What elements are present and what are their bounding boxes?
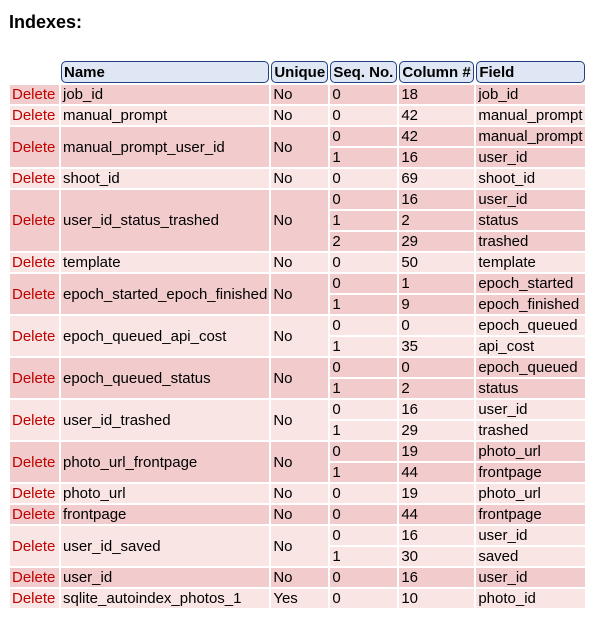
index-name: sqlite_autoindex_photos_1 [61, 589, 269, 608]
index-name: template [61, 253, 269, 272]
index-name: shoot_id [61, 169, 269, 188]
index-field: saved [476, 547, 584, 566]
delete-index-link[interactable]: Delete [10, 253, 59, 272]
index-column-number: 16 [399, 190, 474, 209]
index-row [10, 106, 585, 125]
index-name: frontpage [61, 505, 269, 524]
index-name: user_id_trashed [61, 400, 269, 440]
delete-index-link[interactable]: Delete [10, 400, 59, 440]
index-name: user_id_status_trashed [61, 190, 269, 251]
index-name: photo_url_frontpage [61, 442, 269, 482]
index-field: frontpage [476, 463, 584, 482]
index-column-number: 16 [399, 526, 474, 545]
index-seq-no: 0 [330, 106, 397, 125]
delete-index-link[interactable]: Delete [10, 358, 59, 398]
index-seq-no: 1 [330, 547, 397, 566]
index-unique: No [271, 85, 328, 104]
index-row [10, 358, 585, 377]
index-seq-no: 1 [330, 463, 397, 482]
index-seq-no: 1 [330, 379, 397, 398]
index-column-number: 44 [399, 463, 474, 482]
index-seq-no: 1 [330, 337, 397, 356]
delete-index-link[interactable]: Delete [10, 442, 59, 482]
index-column-number: 19 [399, 442, 474, 461]
index-column-number: 42 [399, 106, 474, 125]
index-field: user_id [476, 568, 584, 587]
index-field: photo_url [476, 442, 584, 461]
index-field: job_id [476, 85, 584, 104]
index-seq-no: 0 [330, 127, 397, 146]
page-heading: Indexes: [9, 12, 83, 32]
index-field: epoch_started [476, 274, 584, 293]
index-row [10, 169, 585, 188]
index-field: manual_prompt [478, 107, 583, 124]
index-seq-no: 0 [330, 253, 397, 272]
indexes-body [10, 85, 585, 608]
index-seq-no: 0 [330, 358, 397, 377]
index-field: user_id [476, 526, 584, 545]
index-row [10, 526, 585, 545]
index-unique: No [271, 190, 328, 251]
index-field: user_id [476, 400, 584, 419]
index-field: frontpage [476, 505, 584, 524]
header-unique: Unique [271, 61, 328, 83]
delete-index-link[interactable]: Delete [10, 190, 59, 251]
index-column-number: 16 [399, 400, 474, 419]
index-seq-no: 0 [330, 589, 397, 608]
index-unique: No [271, 253, 328, 272]
header-field: Field [476, 61, 584, 83]
delete-index-link[interactable]: Delete [10, 568, 59, 587]
index-column-number: 0 [399, 358, 474, 377]
index-unique: No [271, 505, 328, 524]
delete-index-link[interactable]: Delete [10, 484, 59, 503]
index-column-number: 69 [399, 169, 474, 188]
index-column-number: 29 [399, 232, 474, 251]
header-seq-no: Seq. No. [330, 61, 397, 83]
index-column-number: 29 [399, 421, 474, 440]
index-row [10, 316, 585, 335]
index-column-number: 42 [399, 127, 474, 146]
index-field: status [476, 379, 584, 398]
index-unique: No [271, 568, 328, 587]
index-field: manual_prompt [478, 128, 583, 145]
index-field: trashed [476, 421, 584, 440]
index-column-number: 2 [399, 379, 474, 398]
index-column-number: 50 [399, 253, 474, 272]
index-row [10, 253, 585, 272]
index-unique: No [271, 400, 328, 440]
index-seq-no: 0 [330, 85, 397, 104]
index-column-number: 1 [399, 274, 474, 293]
index-unique: No [271, 106, 328, 125]
delete-index-link[interactable]: Delete [10, 316, 59, 356]
index-seq-no: 1 [330, 295, 397, 314]
index-unique: No [271, 316, 328, 356]
index-unique: No [271, 358, 328, 398]
index-row [10, 274, 585, 293]
delete-index-link[interactable]: Delete [10, 526, 59, 566]
index-field: user_id [476, 148, 584, 167]
index-name: manual_prompt [61, 106, 269, 125]
index-column-number: 2 [399, 211, 474, 230]
index-name: photo_url [61, 484, 269, 503]
index-seq-no: 0 [330, 505, 397, 524]
index-field: photo_url [476, 484, 584, 503]
index-seq-no: 1 [330, 148, 397, 167]
header-name: Name [61, 61, 269, 83]
index-row [10, 568, 585, 587]
index-name: manual_prompt_user_id [61, 127, 269, 167]
index-unique: No [271, 274, 328, 314]
index-field: epoch_queued [476, 358, 584, 377]
header-row [10, 61, 585, 83]
index-field: template [476, 253, 584, 272]
index-field: api_cost [476, 337, 584, 356]
index-column-number: 30 [399, 547, 474, 566]
index-column-number: 35 [399, 337, 474, 356]
index-seq-no: 0 [330, 526, 397, 545]
index-seq-no: 0 [330, 316, 397, 335]
index-column-number: 10 [399, 589, 474, 608]
index-column-number: 19 [399, 484, 474, 503]
index-unique: Yes [271, 589, 328, 608]
index-field: photo_id [476, 589, 584, 608]
index-column-number: 44 [399, 505, 474, 524]
index-name: epoch_started_epoch_finished [61, 274, 269, 314]
index-column-number: 0 [399, 316, 474, 335]
delete-index-link[interactable]: Delete [10, 85, 59, 104]
index-unique: No [271, 526, 328, 566]
delete-index-link[interactable]: Delete [10, 127, 59, 167]
index-seq-no: 0 [330, 169, 397, 188]
delete-index-link[interactable]: Delete [10, 589, 59, 608]
index-name: job_id [61, 85, 269, 104]
delete-index-link[interactable]: Delete [10, 106, 59, 125]
index-seq-no: 2 [330, 232, 397, 251]
header-column-number: Column # [399, 61, 474, 83]
index-unique: No [271, 484, 328, 503]
index-row [10, 589, 585, 608]
index-unique: No [271, 169, 328, 188]
index-column-number: 16 [399, 568, 474, 587]
index-seq-no: 0 [330, 274, 397, 293]
index-name: epoch_queued_status [61, 358, 269, 398]
index-column-number: 18 [399, 85, 474, 104]
index-unique: No [271, 442, 328, 482]
index-field: shoot_id [476, 169, 584, 188]
index-seq-no: 0 [330, 442, 397, 461]
index-seq-no: 0 [330, 400, 397, 419]
delete-index-link[interactable]: Delete [10, 274, 59, 314]
index-row [10, 127, 585, 146]
index-field: trashed [476, 232, 584, 251]
index-row [10, 190, 585, 209]
index-field: status [476, 211, 584, 230]
index-seq-no: 0 [330, 190, 397, 209]
index-field: user_id [476, 190, 584, 209]
index-seq-no: 0 [330, 568, 397, 587]
index-name: user_id_saved [61, 526, 269, 566]
index-row [10, 505, 585, 524]
delete-index-link[interactable]: Delete [10, 505, 59, 524]
index-unique: No [271, 127, 328, 167]
index-row [10, 85, 585, 104]
index-column-number: 16 [399, 148, 474, 167]
index-name: epoch_queued_api_cost [61, 316, 269, 356]
delete-index-link[interactable]: Delete [10, 169, 59, 188]
index-seq-no: 0 [330, 484, 397, 503]
index-field: epoch_queued [476, 316, 584, 335]
index-row [10, 400, 585, 419]
header-blank [10, 61, 59, 83]
index-row [10, 442, 585, 461]
index-seq-no: 1 [330, 211, 397, 230]
indexes-table [8, 59, 587, 610]
index-seq-no: 1 [330, 421, 397, 440]
index-name: user_id [61, 568, 269, 587]
index-field: epoch_finished [476, 295, 584, 314]
index-column-number: 9 [399, 295, 474, 314]
index-row [10, 484, 585, 503]
